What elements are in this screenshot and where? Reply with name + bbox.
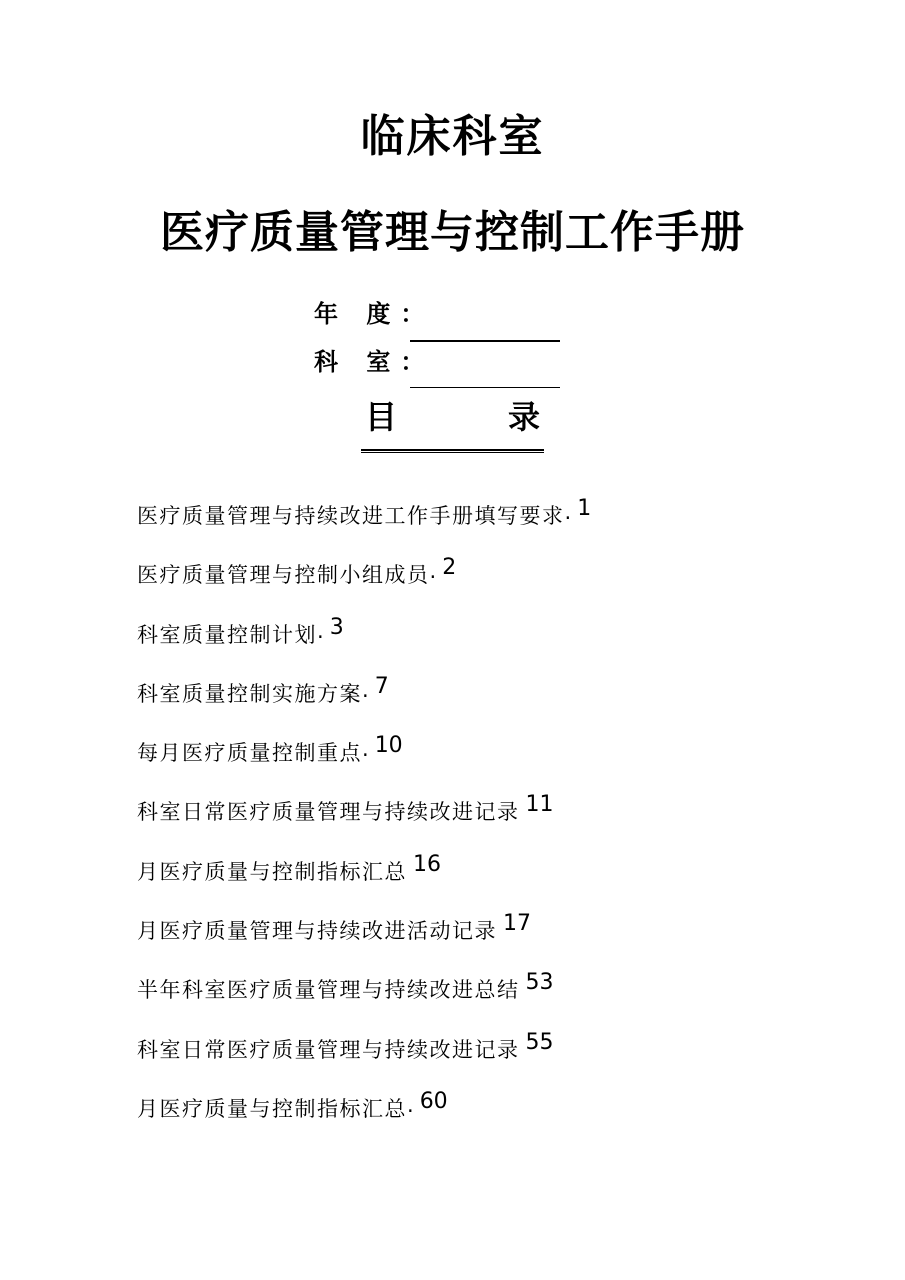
toc-item[interactable] (137, 1088, 591, 1152)
toc-heading-left: 目 (365, 398, 398, 436)
table-of-contents (137, 496, 592, 1152)
toc-item-text: 月医疗质量管理与持续改进活动记录 (137, 919, 497, 944)
toc-item-page: 55 (525, 1029, 554, 1055)
toc-item-dot: . (362, 677, 369, 702)
toc-item-text: 科室日常医疗质量管理与持续改进记录 (137, 800, 520, 825)
toc-item-page: 10 (374, 733, 403, 759)
toc-item-page: 16 (413, 851, 441, 877)
toc-item-text: 月医疗质量与控制指标汇总 (137, 1096, 407, 1121)
toc-item[interactable] (137, 792, 591, 855)
document-subtitle: 医疗质量管理与控制工作手册 (160, 207, 745, 258)
toc-item[interactable] (137, 851, 591, 915)
toc-heading (361, 392, 544, 438)
toc-item-text: 科室质量控制计划 (137, 622, 317, 647)
department-field-label: 科 室： (314, 348, 435, 376)
toc-item-text: 每月医疗质量控制重点 (137, 741, 362, 766)
toc-item-text: 科室质量控制实施方案 (137, 681, 362, 706)
toc-item-page: 53 (525, 970, 554, 996)
toc-item[interactable] (137, 1029, 591, 1093)
toc-item-dot: . (317, 618, 324, 643)
toc-item-page: 1 (577, 496, 592, 521)
toc-item[interactable] (137, 970, 591, 1033)
toc-item-dot: . (362, 737, 369, 762)
toc-item-page: 2 (442, 555, 457, 581)
toc-item[interactable] (137, 911, 591, 974)
toc-item[interactable] (137, 496, 592, 559)
toc-item-text: 医疗质量管理与控制小组成员 (137, 563, 430, 588)
toc-item-page: 11 (525, 792, 554, 818)
toc-item[interactable] (137, 555, 591, 618)
toc-item-page: 60 (419, 1088, 448, 1114)
toc-heading-rule (361, 449, 544, 453)
toc-item-text: 半年科室医疗质量管理与持续改进总结 (137, 978, 520, 1003)
toc-item[interactable] (137, 673, 591, 737)
toc-item-dot: . (429, 559, 437, 584)
toc-item-dot: . (407, 1092, 414, 1117)
toc-item-text: 科室日常医疗质量管理与持续改进记录 (137, 1037, 520, 1062)
toc-item-dot: . (564, 500, 572, 524)
toc-item-text: 医疗质量管理与持续改进工作手册填写要求 (137, 504, 565, 528)
year-field-label: 年 度： (314, 300, 435, 328)
toc-item[interactable] (137, 733, 591, 796)
toc-item-page: 3 (329, 614, 344, 640)
toc-heading-right: 录 (507, 398, 540, 436)
department-field-line[interactable] (410, 387, 560, 388)
toc-item[interactable] (137, 614, 591, 678)
document-title: 临床科室 (360, 111, 545, 162)
toc-item-page: 17 (503, 911, 531, 937)
toc-item-page: 7 (374, 673, 389, 699)
toc-item-text: 月医疗质量与控制指标汇总 (137, 859, 407, 884)
